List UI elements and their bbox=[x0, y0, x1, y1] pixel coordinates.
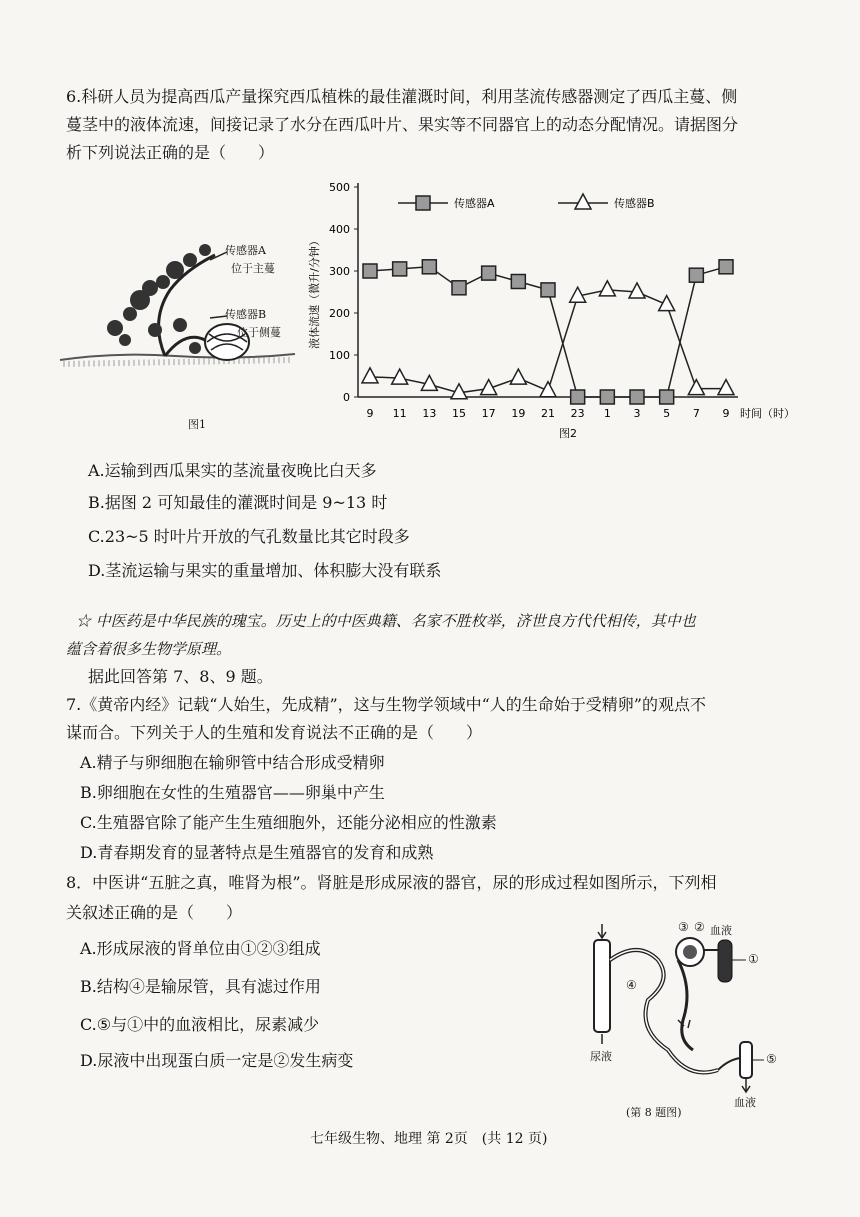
sensor-b-position: 位于侧蔓 bbox=[237, 326, 281, 339]
sensor-b-label: 传感器B bbox=[225, 308, 267, 321]
x-tick-label: 15 bbox=[452, 407, 466, 420]
page-footer: 七年级生物、地理 第 2页 (共 12 页) bbox=[310, 1131, 548, 1147]
x-tick-label: 11 bbox=[392, 407, 407, 420]
sensor-a-point bbox=[452, 281, 466, 295]
legend-marker-b bbox=[575, 194, 591, 209]
legend-marker-a bbox=[416, 196, 430, 210]
sensor-a-point bbox=[422, 260, 436, 274]
figure-2-caption: 图2 bbox=[559, 427, 577, 440]
sensor-a-point bbox=[482, 266, 496, 280]
legend-label-b: 传感器B bbox=[614, 197, 655, 210]
y-axis-label: 液体流速（微升/分钟） bbox=[308, 235, 321, 349]
sensor-a-label: 传感器A bbox=[225, 244, 266, 257]
x-tick-label: 1 bbox=[603, 407, 611, 420]
nephron-n5: ⑤ bbox=[766, 1052, 777, 1066]
q6-option-d: D.茎流运输与果实的重量增加、体积膨大没有联系 bbox=[88, 561, 442, 580]
note-line-3: 据此回答第 7、8、9 题。 bbox=[88, 667, 273, 686]
sensor-b-point bbox=[659, 296, 675, 311]
sensor-a-point bbox=[630, 390, 644, 404]
y-tick-label: 100 bbox=[329, 349, 350, 362]
q8-stem-line-2: 关叙述正确的是（ ） bbox=[66, 903, 243, 922]
q6-stem-line-3: 析下列说法正确的是（ ） bbox=[66, 143, 275, 162]
nephron-n2: ② bbox=[694, 920, 705, 934]
figure-8-caption: (第 8 题图) bbox=[626, 1106, 682, 1119]
q7-stem-line-1: 7.《黄帝内经》记载“人始生，先成精”，这与生物学领域中“人的生命始于受精卵”的观点不 bbox=[66, 695, 706, 714]
nephron-n4: ④ bbox=[626, 978, 637, 992]
sensor-b-point bbox=[718, 380, 734, 395]
q7-option-a: A.精子与卵细胞在输卵管中结合形成受精卵 bbox=[80, 753, 385, 772]
sensor-a-point bbox=[363, 264, 377, 278]
sensor-a-point bbox=[541, 283, 555, 297]
figure-1 bbox=[55, 230, 315, 440]
stem-flow-line-chart bbox=[300, 175, 800, 445]
q6-stem-line-2: 蔓茎中的液体流速，间接记录了水分在西瓜叶片、果实等不同器官上的动态分配情况。请据图分 bbox=[66, 115, 739, 134]
nephron-n1: ① bbox=[748, 952, 759, 966]
sensor-a-position: 位于主蔓 bbox=[231, 262, 275, 275]
x-tick-label: 3 bbox=[633, 407, 641, 420]
sensor-a-point bbox=[511, 275, 525, 289]
sensor-b-point bbox=[540, 382, 556, 397]
sensor-a-point bbox=[689, 268, 703, 282]
x-axis-label: 时间（时） bbox=[740, 407, 795, 420]
y-tick-label: 400 bbox=[329, 223, 350, 236]
legend-label-a: 传感器A bbox=[454, 197, 495, 210]
q8-option-a: A.形成尿液的肾单位由①②③组成 bbox=[80, 939, 321, 958]
sensor-b-point bbox=[362, 368, 378, 383]
sensor-b-point bbox=[392, 369, 408, 384]
q6-option-c: C.23~5 时叶片开放的气孔数量比其它时段多 bbox=[88, 527, 410, 546]
blood-out-label: 血液 bbox=[734, 1096, 756, 1109]
x-tick-label: 23 bbox=[570, 407, 585, 420]
sensor-a-point bbox=[719, 260, 733, 274]
q6-option-a: A.运输到西瓜果实的茎流量夜晚比白天多 bbox=[88, 461, 377, 480]
q7-option-b: B.卵细胞在女性的生殖器官——卵巢中产生 bbox=[80, 783, 385, 802]
x-tick-label: 9 bbox=[366, 407, 374, 420]
q8-option-c: C.⑤与①中的血液相比，尿素减少 bbox=[80, 1015, 320, 1034]
figure-2-chart bbox=[300, 175, 800, 445]
y-tick-label: 500 bbox=[329, 181, 350, 194]
figure-8-nephron bbox=[578, 920, 798, 1120]
star-icon: ☆ bbox=[76, 612, 92, 630]
note-line-1-text: 中医药是中华民族的瑰宝。历史上的中医典籍、名家不胜枚举，济世良方代代相传，其中也 bbox=[95, 612, 696, 630]
q7-option-d: D.青春期发育的显著特点是生殖器官的发育和成熟 bbox=[80, 843, 434, 862]
y-tick-label: 200 bbox=[329, 307, 350, 320]
x-tick-label: 9 bbox=[722, 407, 730, 420]
note-line-2: 蕴含着很多生物学原理。 bbox=[66, 640, 232, 658]
sensor-a-point bbox=[660, 390, 674, 404]
y-tick-label: 0 bbox=[343, 391, 350, 404]
sensor-b-point bbox=[629, 283, 645, 298]
urine-label: 尿液 bbox=[590, 1050, 612, 1063]
sensor-a-point bbox=[393, 262, 407, 276]
note-line-1 bbox=[76, 610, 696, 632]
q8-stem-line-1: 8．中医讲“五脏之真，唯肾为根”。肾脏是形成尿液的器官，尿的形成过程如图所示，下列相 bbox=[66, 873, 717, 892]
sensor-b-point bbox=[599, 281, 615, 296]
q6-stem-line-1: 6.科研人员为提高西瓜产量探究西瓜植株的最佳灌溉时间，利用茎流传感器测定了西瓜主蔓、侧 bbox=[66, 87, 738, 106]
nephron-diagram bbox=[578, 920, 798, 1120]
x-tick-label: 21 bbox=[541, 407, 555, 420]
q6-option-b: B.据图 2 可知最佳的灌溉时间是 9~13 时 bbox=[88, 493, 388, 512]
sensor-a-point bbox=[600, 390, 614, 404]
blood-in-label: 血液 bbox=[710, 924, 732, 937]
sensor-b-point bbox=[510, 369, 526, 384]
y-tick-label: 300 bbox=[329, 265, 350, 278]
q8-option-b: B.结构④是输尿管，具有滤过作用 bbox=[80, 977, 321, 996]
q8-option-d: D.尿液中出现蛋白质一定是②发生病变 bbox=[80, 1051, 354, 1070]
x-tick-label: 19 bbox=[511, 407, 526, 420]
nephron-n3: ③ bbox=[678, 920, 689, 934]
figure-1-caption: 图1 bbox=[188, 418, 206, 431]
x-tick-label: 13 bbox=[422, 407, 437, 420]
x-tick-label: 7 bbox=[692, 407, 700, 420]
x-tick-label: 5 bbox=[663, 407, 671, 420]
sensor-b-point bbox=[688, 380, 704, 395]
q7-option-c: C.生殖器官除了能产生生殖细胞外，还能分泌相应的性激素 bbox=[80, 813, 497, 832]
q7-stem-line-2: 谋而合。下列关于人的生殖和发育说法不正确的是（ ） bbox=[66, 723, 483, 742]
x-tick-label: 17 bbox=[481, 407, 496, 420]
sensor-a-point bbox=[571, 390, 585, 404]
